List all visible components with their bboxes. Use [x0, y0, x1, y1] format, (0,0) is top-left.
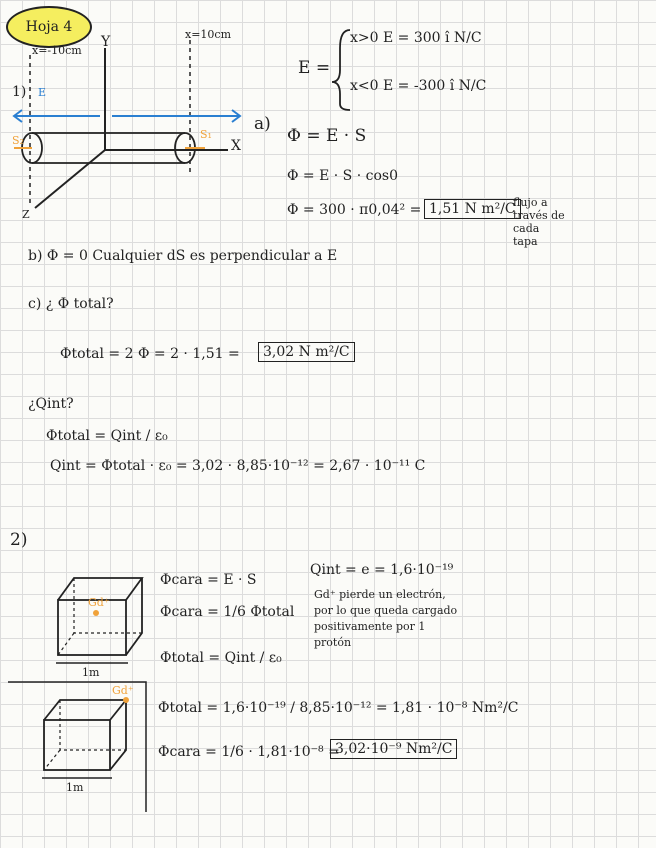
label-x-pos: x=10cm	[185, 28, 232, 41]
field-lhs: E =	[298, 58, 331, 78]
part-a-line-3: Φ = 300 · π0,04² =	[287, 202, 422, 218]
phi-total-def: Φtotal = Qint / ε₀	[160, 650, 282, 666]
phi-total-calc: Φtotal = 1,6·10⁻¹⁹ / 8,85·10⁻¹² = 1,81 · 10⁻⁸ Nm²/C	[158, 700, 519, 716]
problem-2-number: 2)	[10, 530, 28, 550]
badge-text: Hoja 4	[25, 19, 73, 35]
cube2-side-label: 1m	[66, 781, 84, 794]
qint-calculation: Qint = Φtotal · ε₀ = 3,02 · 8,85·10⁻¹² = 2,67 · 10⁻¹¹ C	[50, 458, 426, 474]
part-a-note-4: tapa	[513, 235, 538, 248]
problem-1-number: 1)	[12, 84, 27, 100]
p2-note-2: por lo que queda cargado	[314, 604, 458, 617]
gd-ion-dot	[93, 610, 99, 616]
part-a-result: 1,51 N m²/C	[424, 199, 521, 219]
phi-cara-def: Φcara = E · S	[160, 572, 257, 588]
part-a-note-3: cada	[513, 222, 540, 235]
label-s2: S₂	[12, 134, 24, 147]
label-z-axis: Z	[22, 208, 30, 221]
label-y-axis: Y	[101, 34, 111, 50]
qint-question: ¿Qint?	[28, 396, 74, 412]
field-line-2: x<0 E = -300 î N/C	[350, 78, 487, 94]
q-electron: Qint = e = 1,6·10⁻¹⁹	[310, 562, 454, 578]
gd-ion-dot-2	[123, 697, 129, 703]
label-x-axis: X	[231, 138, 241, 154]
cube1-side-label: 1m	[82, 666, 100, 679]
part-b-text: b) Φ = 0 Cualquier dS es perpendicular a E	[28, 248, 338, 264]
z-axis-line	[35, 150, 105, 208]
cube2-front	[44, 720, 110, 770]
part-c-label: c) ¿ Φ total?	[28, 296, 114, 312]
part-c-result: 3,02 N m²/C	[258, 342, 355, 362]
part-a-note-1: flujo a	[513, 196, 548, 209]
phi-cara-fraction: Φcara = 1/6 Φtotal	[160, 604, 295, 620]
label-x-neg: x=-10cm	[32, 44, 82, 57]
part-a-note-2: través de	[513, 209, 565, 222]
part-a-line-1: Φ = E · S	[287, 126, 367, 146]
gd-label-2: Gd⁺	[112, 684, 134, 697]
label-e-field: E	[38, 86, 47, 99]
part-a-label: a)	[254, 114, 271, 134]
p2-note-3: positivamente por 1	[314, 620, 426, 633]
p2-note-4: protón	[314, 636, 352, 649]
brace	[332, 30, 350, 110]
gd-label-1: Gd⁺	[88, 596, 110, 609]
p2-note-1: Gd⁺ pierde un electrón,	[314, 588, 446, 601]
part-a-line-2: Φ = E · S · cos0	[287, 168, 398, 184]
part-c-equation: Φtotal = 2 Φ = 2 · 1,51 =	[60, 346, 240, 362]
p2-result: 3,02·10⁻⁹ Nm²/C	[330, 739, 457, 759]
field-line-1: x>0 E = 300 î N/C	[350, 30, 482, 46]
gauss-law: Φtotal = Qint / ε₀	[46, 428, 168, 444]
label-s1: S₁	[200, 128, 212, 141]
phi-cara-calc: Φcara = 1/6 · 1,81·10⁻⁸ =	[158, 744, 340, 760]
